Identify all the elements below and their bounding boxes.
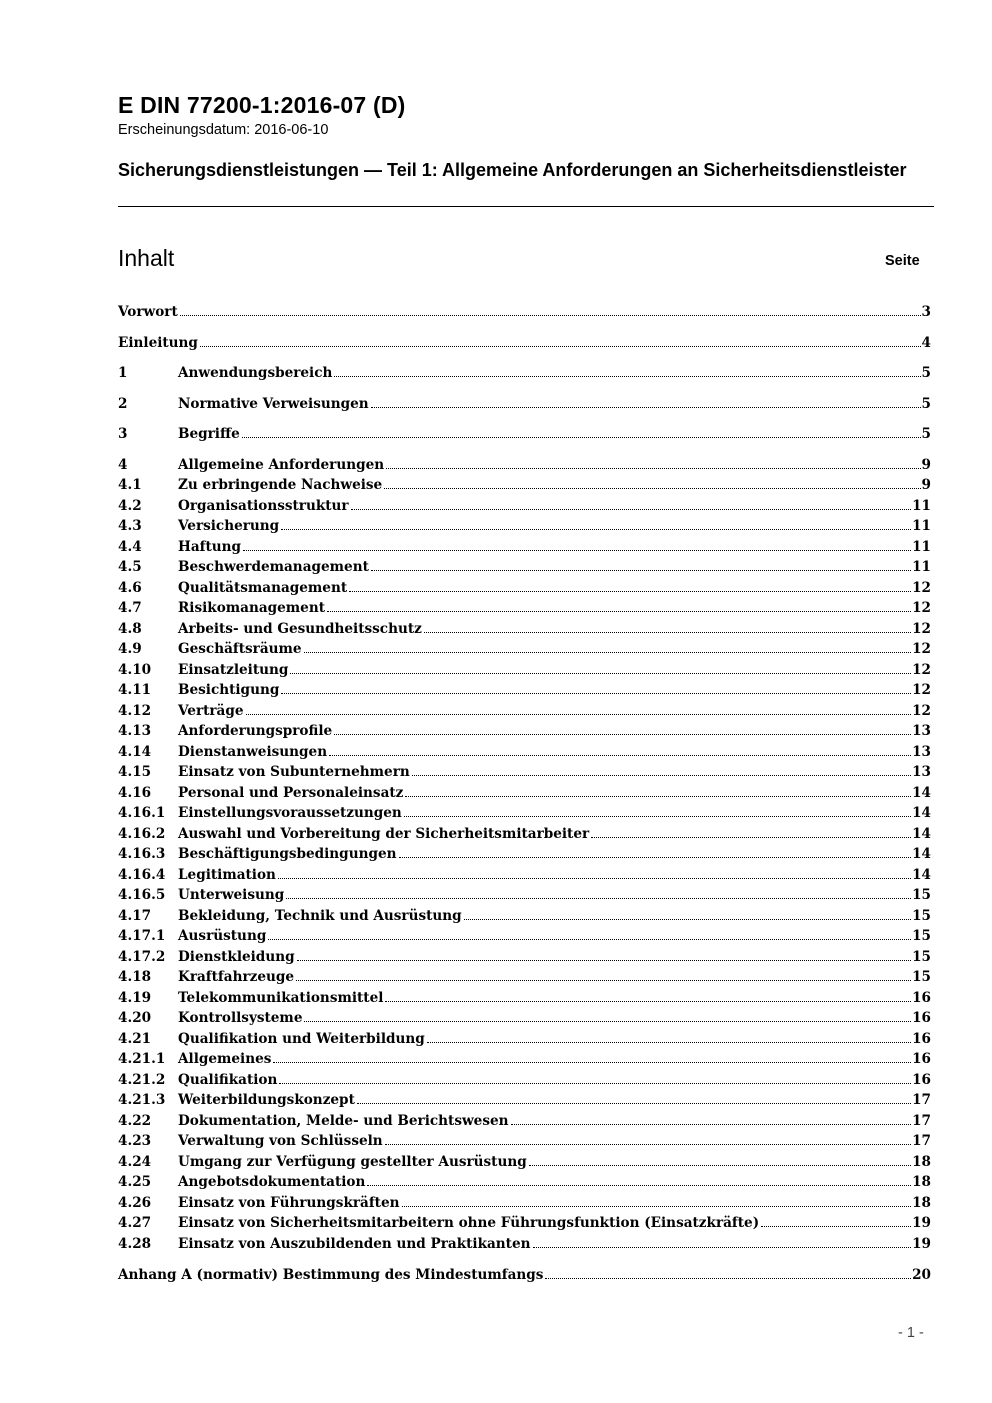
toc-entry-title: Versicherung bbox=[178, 518, 280, 534]
toc-entry[interactable] bbox=[118, 1070, 931, 1090]
toc-entry-page: 17 bbox=[912, 1112, 931, 1129]
toc-dot-leader bbox=[371, 406, 921, 408]
toc-entry-number: 4.13 bbox=[118, 723, 152, 739]
toc-entry[interactable] bbox=[118, 680, 931, 700]
toc-entry-number: 4.19 bbox=[118, 989, 152, 1006]
toc-entry[interactable] bbox=[118, 1234, 931, 1254]
toc-entry[interactable] bbox=[118, 1029, 931, 1049]
toc-entry-title: Kraftfahrzeuge bbox=[178, 969, 295, 985]
toc-dot-leader bbox=[367, 1184, 911, 1186]
toc-dot-leader bbox=[334, 733, 911, 735]
toc-entry-title: Arbeits- und Gesundheitsschutz bbox=[178, 620, 422, 637]
toc-entry-number: 4 bbox=[118, 456, 128, 473]
toc-entry-page: 13 bbox=[912, 743, 931, 760]
toc-entry-page: 11 bbox=[912, 559, 931, 575]
toc-dot-leader bbox=[424, 631, 911, 633]
toc-entry-page: 15 bbox=[912, 907, 931, 924]
toc-entry-title: Anforderungsprofile bbox=[178, 723, 333, 739]
toc-dot-leader bbox=[385, 1000, 911, 1002]
toc-entry-number: 4.6 bbox=[118, 579, 142, 596]
toc-dot-leader bbox=[278, 877, 911, 879]
toc-entry-title: Einsatz von Sicherheitsmitarbeitern ohne Führungsfunktion (Einsatzkräfte) bbox=[178, 1215, 760, 1231]
toc-entry-title: Umgang zur Verfügung gestellter Ausrüstung bbox=[178, 1153, 527, 1170]
toc-dot-leader bbox=[427, 1041, 911, 1043]
toc-entry[interactable] bbox=[118, 475, 931, 495]
toc-entry-number: 4.10 bbox=[118, 661, 152, 678]
toc-entry-title: Allgemeine Anforderungen bbox=[178, 456, 385, 473]
toc-entry-page: 12 bbox=[912, 682, 931, 698]
toc-entry[interactable] bbox=[118, 824, 931, 844]
toc-entry-number: 4.16.5 bbox=[118, 887, 166, 903]
toc-entry-page: 5 bbox=[921, 365, 931, 381]
toc-entry-number: 4.20 bbox=[118, 1010, 152, 1026]
toc-entry[interactable] bbox=[118, 967, 931, 987]
toc-entry-page: 9 bbox=[921, 456, 931, 473]
toc-entry-page: 3 bbox=[921, 304, 931, 320]
toc-entry-title: Einstellungsvoraussetzungen bbox=[178, 805, 402, 821]
toc-entry-page: 15 bbox=[912, 887, 931, 903]
toc-dot-leader bbox=[200, 345, 921, 347]
toc-entry-page: 12 bbox=[912, 661, 931, 678]
toc-entry-page: 5 bbox=[921, 426, 931, 442]
toc-entry-number: 4.11 bbox=[118, 682, 152, 698]
toc-entry-title: Einsatz von Subunternehmern bbox=[178, 764, 410, 780]
toc-entry-page: 11 bbox=[912, 538, 931, 555]
toc-entry[interactable] bbox=[118, 639, 931, 659]
toc-entry[interactable] bbox=[118, 619, 931, 639]
toc-entry-number: 3 bbox=[118, 426, 128, 442]
toc-entry-number: 4.2 bbox=[118, 497, 142, 514]
toc-dot-leader bbox=[246, 713, 912, 715]
toc-entry[interactable] bbox=[118, 906, 931, 926]
toc-dot-leader bbox=[334, 375, 920, 377]
toc-entry-page: 5 bbox=[921, 395, 931, 412]
toc-dot-leader bbox=[329, 754, 911, 756]
toc-dot-leader bbox=[761, 1225, 911, 1227]
toc-entry[interactable] bbox=[118, 926, 931, 946]
toc-entry-number: 4.21.2 bbox=[118, 1071, 166, 1088]
toc-entry-number: 4.18 bbox=[118, 969, 152, 985]
toc-entry-page: 12 bbox=[912, 620, 931, 637]
toc-dot-leader bbox=[511, 1123, 912, 1125]
toc-entry-page: 12 bbox=[912, 579, 931, 596]
toc-entry-page: 14 bbox=[912, 866, 931, 883]
toc-entry-title: Einsatz von Führungskräften bbox=[178, 1194, 400, 1211]
toc-entry[interactable] bbox=[118, 721, 931, 741]
toc-entry-title: Beschäftigungsbedingungen bbox=[178, 846, 397, 862]
toc-entry[interactable] bbox=[118, 333, 931, 353]
toc-entry-title: Qualifikation bbox=[178, 1071, 278, 1088]
toc-entry[interactable] bbox=[118, 302, 931, 322]
toc-entry-page: 16 bbox=[912, 1030, 931, 1047]
toc-entry[interactable] bbox=[118, 803, 931, 823]
toc-entry[interactable] bbox=[118, 1090, 931, 1110]
toc-entry-title: Einleitung bbox=[118, 334, 198, 351]
toc-entry-page: 14 bbox=[912, 805, 931, 821]
toc-entry-page: 18 bbox=[912, 1174, 931, 1190]
toc-dot-leader bbox=[412, 774, 911, 776]
toc-entry-title: Geschäftsräume bbox=[178, 641, 302, 657]
toc-entry-page: 17 bbox=[912, 1133, 931, 1149]
toc-entry-number: 4.27 bbox=[118, 1215, 152, 1231]
toc-entry-page: 13 bbox=[912, 764, 931, 780]
toc-dot-leader bbox=[399, 856, 912, 858]
toc-entry-number: 4.8 bbox=[118, 620, 142, 637]
toc-entry-number: 4.17.2 bbox=[118, 948, 166, 965]
toc-entry[interactable] bbox=[118, 557, 931, 577]
toc-dot-leader bbox=[405, 795, 911, 797]
toc-entry-page: 14 bbox=[912, 825, 931, 842]
toc-dot-leader bbox=[591, 836, 911, 838]
toc-entry[interactable] bbox=[118, 865, 931, 885]
toc-entry-title: Auswahl und Vorbereitung der Sicherheitsmitarbeiter bbox=[178, 825, 590, 842]
toc-entry-page: 17 bbox=[912, 1092, 931, 1108]
toc-entry-title: Bekleidung, Technik und Ausrüstung bbox=[178, 907, 462, 924]
toc-entry-title: Qualifikation und Weiterbildung bbox=[178, 1030, 425, 1047]
toc-entry[interactable] bbox=[118, 844, 931, 864]
toc-entry-title: Qualitätsmanagement bbox=[178, 579, 348, 596]
toc-entry-number: 4.16.1 bbox=[118, 805, 166, 821]
toc-entry[interactable] bbox=[118, 496, 931, 516]
toc-entry-title: Organisationsstruktur bbox=[178, 497, 349, 514]
toc-entry-number: 4.16.3 bbox=[118, 846, 166, 862]
toc-entry-title: Beschwerdemanagement bbox=[178, 559, 369, 575]
toc-entry-page: 12 bbox=[912, 641, 931, 657]
toc-dot-leader bbox=[268, 938, 911, 940]
toc-entry[interactable] bbox=[118, 598, 931, 618]
toc-entry-number: 4.15 bbox=[118, 764, 152, 780]
toc-entry-page: 11 bbox=[912, 497, 931, 514]
toc-entry-title: Zu erbringende Nachweise bbox=[178, 477, 383, 493]
toc-dot-leader bbox=[402, 1205, 912, 1207]
toc-entry[interactable] bbox=[118, 516, 931, 536]
toc-dot-leader bbox=[290, 672, 911, 674]
toc-entry[interactable] bbox=[118, 885, 931, 905]
toc-dot-leader bbox=[243, 549, 911, 551]
toc-entry-title: Anwendungsbereich bbox=[178, 365, 333, 381]
toc-entry-page: 11 bbox=[912, 518, 931, 534]
toc-dot-leader bbox=[533, 1246, 912, 1248]
toc-entry-title: Dokumentation, Melde- und Berichtswesen bbox=[178, 1112, 509, 1129]
toc-entry-number: 2 bbox=[118, 395, 128, 412]
toc-entry[interactable] bbox=[118, 424, 931, 444]
toc-entry[interactable] bbox=[118, 1131, 931, 1151]
toc-entry[interactable] bbox=[118, 363, 931, 383]
toc-entry-title: Begriffe bbox=[178, 426, 240, 442]
toc-dot-leader bbox=[351, 508, 911, 510]
toc-entry[interactable] bbox=[118, 1265, 931, 1285]
toc-entry[interactable] bbox=[118, 1111, 931, 1131]
toc-entry-page: 9 bbox=[921, 477, 931, 493]
publication-date: Erscheinungsdatum: 2016-06-10 bbox=[118, 122, 329, 138]
toc-entry-page: 19 bbox=[912, 1215, 931, 1231]
toc-entry-number: 4.25 bbox=[118, 1174, 152, 1190]
toc-entry-number: 4.21 bbox=[118, 1030, 152, 1047]
toc-dot-leader bbox=[279, 1082, 911, 1084]
toc-entry-page: 18 bbox=[912, 1153, 931, 1170]
toc-entry[interactable] bbox=[118, 701, 931, 721]
toc-entry[interactable] bbox=[118, 1008, 931, 1028]
toc-entry-title: Einsatz von Auszubildenden und Praktikanten bbox=[178, 1235, 531, 1252]
toc-entry-number: 4.21.1 bbox=[118, 1051, 166, 1067]
toc-entry-number: 4.12 bbox=[118, 702, 152, 719]
toc-entry-title: Haftung bbox=[178, 538, 242, 555]
toc-entry-title: Vorwort bbox=[118, 304, 178, 320]
toc-entry-number: 4.24 bbox=[118, 1153, 152, 1170]
toc-heading: Inhalt bbox=[118, 245, 175, 271]
toc-entry-title: Dienstkleidung bbox=[178, 948, 295, 965]
toc-entry-page: 4 bbox=[921, 334, 931, 351]
toc-entry-number: 4.1 bbox=[118, 477, 142, 493]
toc-dot-leader bbox=[273, 1061, 911, 1063]
toc-entry-title: Risikomanagement bbox=[178, 600, 325, 616]
toc-entry-number: 4.23 bbox=[118, 1133, 152, 1149]
toc-entry-title: Dienstanweisungen bbox=[178, 743, 328, 760]
toc-entry[interactable] bbox=[118, 537, 931, 557]
toc-entry-page: 19 bbox=[912, 1235, 931, 1252]
toc-entry-page: 18 bbox=[912, 1194, 931, 1211]
toc-entry-title: Besichtigung bbox=[178, 682, 280, 698]
toc-entry-number: 4.7 bbox=[118, 600, 142, 616]
toc-page-label: Seite bbox=[885, 253, 920, 269]
toc-entry-title: Verträge bbox=[178, 702, 244, 719]
toc-entry-page: 15 bbox=[912, 928, 931, 944]
toc-entry-number: 4.17.1 bbox=[118, 928, 166, 944]
toc-dot-leader bbox=[384, 487, 920, 489]
toc-entry-page: 14 bbox=[912, 846, 931, 862]
toc-dot-leader bbox=[304, 651, 912, 653]
toc-entry[interactable] bbox=[118, 455, 931, 475]
toc-entry[interactable] bbox=[118, 660, 931, 680]
toc-entry-number: 4.4 bbox=[118, 538, 142, 555]
toc-entry-title: Telekommunikationsmittel bbox=[178, 989, 384, 1006]
toc-entry-title: Normative Verweisungen bbox=[178, 395, 369, 412]
toc-entry[interactable] bbox=[118, 762, 931, 782]
toc-entry-title: Unterweisung bbox=[178, 887, 285, 903]
toc-dot-leader bbox=[545, 1277, 911, 1279]
toc-entry-page: 16 bbox=[912, 1071, 931, 1088]
toc-entry-title: Anhang A (normativ) Bestimmung des Mindestumfangs bbox=[118, 1266, 544, 1283]
toc-dot-leader bbox=[349, 590, 911, 592]
toc-dot-leader bbox=[357, 1102, 911, 1104]
toc-entry-page: 12 bbox=[912, 702, 931, 719]
toc-entry-number: 1 bbox=[118, 365, 128, 381]
toc-entry[interactable] bbox=[118, 783, 931, 803]
toc-dot-leader bbox=[297, 959, 911, 961]
toc-entry-number: 4.9 bbox=[118, 641, 142, 657]
toc-dot-leader bbox=[529, 1164, 911, 1166]
document-title: Sicherungsdienstleistungen — Teil 1: Allgemeine Anforderungen an Sicherheitsdienstleister bbox=[118, 160, 907, 180]
toc-entry[interactable] bbox=[118, 1049, 931, 1069]
toc-entry-title: Verwaltung von Schlüsseln bbox=[178, 1133, 383, 1149]
toc-dot-leader bbox=[464, 918, 911, 920]
toc-entry-title: Kontrollsysteme bbox=[178, 1010, 303, 1026]
toc-entry-title: Einsatzleitung bbox=[178, 661, 289, 678]
toc-entry-page: 16 bbox=[912, 1010, 931, 1026]
page-number: - 1 - bbox=[898, 1325, 924, 1341]
toc-dot-leader bbox=[180, 314, 921, 316]
toc-dot-leader bbox=[281, 528, 911, 530]
toc-entry[interactable] bbox=[118, 1152, 931, 1172]
toc-entry-number: 4.16.4 bbox=[118, 866, 166, 883]
toc-entry-page: 15 bbox=[912, 948, 931, 965]
toc-entry-page: 13 bbox=[912, 723, 931, 739]
toc-entry[interactable] bbox=[118, 1193, 931, 1213]
toc-entry[interactable] bbox=[118, 1213, 931, 1233]
toc-dot-leader bbox=[404, 815, 911, 817]
toc-dot-leader bbox=[242, 436, 921, 438]
toc-entry-number: 4.28 bbox=[118, 1235, 152, 1252]
toc-entry-page: 20 bbox=[912, 1266, 931, 1283]
toc-entry-number: 4.5 bbox=[118, 559, 142, 575]
toc-entry[interactable] bbox=[118, 578, 931, 598]
toc-entry-number: 4.3 bbox=[118, 518, 142, 534]
toc-entry-page: 15 bbox=[912, 969, 931, 985]
toc-entry-title: Weiterbildungskonzept bbox=[178, 1092, 355, 1108]
toc-entry-title: Personal und Personaleinsatz bbox=[178, 784, 404, 801]
toc-dot-leader bbox=[296, 979, 911, 981]
toc-entry-number: 4.26 bbox=[118, 1194, 152, 1211]
toc-dot-leader bbox=[281, 692, 911, 694]
toc-entry-number: 4.16 bbox=[118, 784, 152, 801]
toc-entry-number: 4.16.2 bbox=[118, 825, 166, 842]
toc-entry-number: 4.22 bbox=[118, 1112, 152, 1129]
toc-entry-title: Legitimation bbox=[178, 866, 276, 883]
toc-entry-page: 16 bbox=[912, 989, 931, 1006]
toc-entry-page: 12 bbox=[912, 600, 931, 616]
toc-entry[interactable] bbox=[118, 394, 931, 414]
toc-dot-leader bbox=[385, 1143, 911, 1145]
toc-entry[interactable] bbox=[118, 947, 931, 967]
toc-entry-page: 16 bbox=[912, 1051, 931, 1067]
toc-entry-title: Allgemeines bbox=[178, 1051, 272, 1067]
toc-dot-leader bbox=[304, 1020, 911, 1022]
toc-dot-leader bbox=[386, 467, 920, 469]
toc-dot-leader bbox=[371, 569, 911, 571]
toc-entry[interactable] bbox=[118, 1172, 931, 1192]
toc-entry-title: Angebotsdokumentation bbox=[178, 1174, 366, 1190]
toc-entry[interactable] bbox=[118, 742, 931, 762]
toc-dot-leader bbox=[286, 897, 911, 899]
toc-entry-number: 4.17 bbox=[118, 907, 152, 924]
toc-entry-page: 14 bbox=[912, 784, 931, 801]
document-id: E DIN 77200-1:2016-07 (D) bbox=[118, 92, 406, 118]
toc-dot-leader bbox=[327, 610, 911, 612]
toc-entry[interactable] bbox=[118, 988, 931, 1008]
toc-entry-title: Ausrüstung bbox=[178, 928, 267, 944]
toc-entry-number: 4.14 bbox=[118, 743, 152, 760]
toc-entry-number: 4.21.3 bbox=[118, 1092, 166, 1108]
